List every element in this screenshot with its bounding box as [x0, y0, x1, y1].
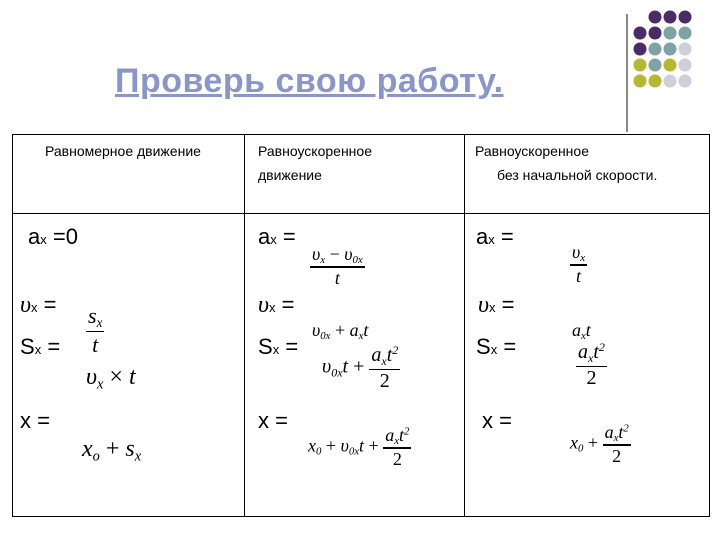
decorative-dot: [649, 59, 662, 72]
formula-sx-no-v0: $\frac{axt^2}{2}$: [578, 340, 605, 390]
decorative-dot: [664, 27, 677, 40]
x-label-col3: x =: [482, 408, 512, 433]
column-divider-1: [244, 134, 245, 517]
decorative-dot: [634, 59, 647, 72]
formula-x-no-v0: x0 + $\frac{axt^2}{2}$: [570, 422, 629, 466]
x-label-col1: x =: [20, 408, 50, 433]
column-divider-2: [464, 134, 465, 517]
decorative-dot: [664, 11, 677, 24]
header-accelerated-line1: Равноускоренное: [258, 143, 372, 159]
formula-vx-no-v0: axt: [572, 320, 591, 343]
formula-sx-accelerated: υ0xt + $\frac{axt^2}{2}$: [322, 343, 399, 393]
sx-label-col1: Sx =: [20, 334, 61, 359]
page-title: Проверь свою работу.: [115, 62, 504, 100]
decorative-dot: [649, 27, 662, 40]
title-separator: [626, 14, 628, 132]
decorative-dot: [664, 43, 677, 56]
decorative-dot: [679, 59, 692, 72]
decorative-dot: [664, 59, 677, 72]
decorative-dot: [634, 43, 647, 56]
header-uniform-motion: Равномерное движение: [45, 143, 201, 159]
decorative-dot: [679, 27, 692, 40]
decorative-dot: [679, 11, 692, 24]
ax-label-col2: ax =: [258, 224, 296, 249]
header-accelerated-line2: движение: [258, 167, 322, 183]
x-label-col2: x =: [258, 408, 288, 433]
decorative-dot: [679, 43, 692, 56]
decorative-dot: [679, 75, 692, 88]
ax-label-col1: ax =0: [28, 224, 78, 249]
formula-x-uniform: xo + sx: [82, 436, 142, 465]
vx-label-col3: υx =: [478, 292, 515, 318]
decorative-dot: [649, 43, 662, 56]
formula-sx-uniform: υx × t: [86, 364, 136, 393]
vx-label-col2: υx =: [258, 292, 295, 318]
header-divider: [12, 213, 710, 214]
decorative-dot: [664, 75, 677, 88]
decorative-dot: [649, 75, 662, 88]
sx-label-col2: Sx =: [258, 334, 299, 359]
formula-vx-accelerated: υ0x + axt: [312, 320, 369, 343]
formula-vx-uniform: $\frac{sx}{t}$: [88, 303, 103, 358]
vx-label-col1: υx =: [20, 292, 57, 318]
sx-label-col3: Sx =: [476, 334, 517, 359]
header-no-v0-line1: Равноускоренное: [475, 143, 589, 159]
decorative-dot: [649, 11, 662, 24]
header-no-v0-line2: без начальной скорости.: [497, 167, 658, 183]
ax-label-col3: ax =: [476, 224, 514, 249]
decorative-dot: [634, 27, 647, 40]
formula-ax-no-v0: $\frac{\upsilon x}{t}$: [572, 242, 586, 286]
formula-x-accelerated: x0 + υ0xt + $\frac{axt^2}{2}$: [308, 425, 410, 469]
formula-ax-accelerated: $\frac{\upsilon x - \upsilon 0x}{t}$: [312, 244, 363, 288]
decorative-dot: [634, 75, 647, 88]
